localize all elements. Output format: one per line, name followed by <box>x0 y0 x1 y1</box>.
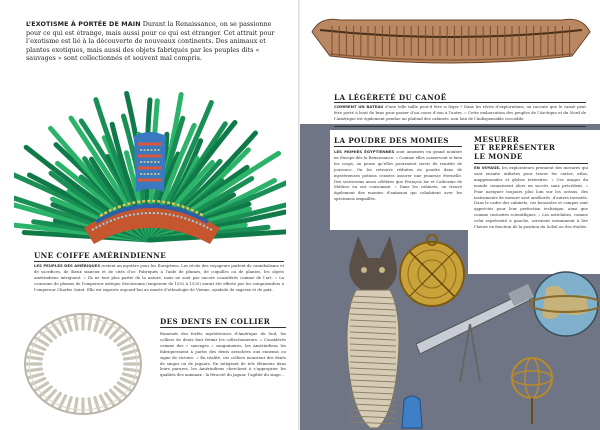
momies-lede: LES MOMIES ÉGYPTIENNES <box>334 149 395 154</box>
canoe-illustration <box>310 10 592 80</box>
intro-lead: L’EXOTISME À PORTÉE DE MAIN <box>26 20 141 28</box>
mesurer-title <box>474 136 555 161</box>
collier-text: Ramenés des forêts mystérieuses d’Amérique du Sud, les colliers de dents font frémir les collectionneurs. « Considérés comme des « sauvages » sanguinaires, les Amérindiens les fabriqueraient à partie des dents arrachées aux ennemis ou signe de victoire. » En réalité, ces colliers montrent des dents de singes ou de jaguars. En intégrant de tels éléments dans leurs parures, les Amérindiens cherchent à s’approprier les qualités des animaux : la férocité du jaguar, l’agilité du singe… <box>160 331 286 378</box>
intro-paragraph <box>26 20 288 63</box>
mesurer-text <box>474 165 588 230</box>
right-page <box>300 0 600 430</box>
canoe-body: d’une telle taille peut-il être si léger ? Dans les récits d’explorations, on raconte que le canoë peut être porté à bout de bras pour passer d’un cours d’eau à l’autre. « Cette embarcation des peuples de l’Arctique et du Nord de l’Amérique est également pendue au plafond des cabinets, non loin de l’indispensable crocodile. <box>334 104 586 121</box>
mesurer-body: les explorateurs prennent des mesures qui sont ensuite utilisées pour tracer les cartes, atlas, mappemondes et globes terrestres. « Ces usages du monde connaissent alors un succès sans précédent. » Pour naviguer toujours plus loin sur les océans, des instruments de mesure sont améliorés, d’autres inventés. Dans le cadre des cabinets, ces boussoles et compas sont appréciés pour leur perfection technique, ainsi que comme curiosités scientifiques. « Les astrolabes, comme celui représenté à gauche, servaient notamment à lire l’heure en fonction de la position du Soleil ou des étoiles. <box>474 165 588 230</box>
mesurer-title-line3: LE MONDE <box>474 151 523 161</box>
armillary-sphere-icon <box>512 358 552 424</box>
momies-rule <box>334 146 462 147</box>
momies-title: LA POUDRE DES MOMIES <box>334 136 449 145</box>
cat-mummy-icon <box>347 236 399 428</box>
teeth-necklace-illustration <box>10 302 156 426</box>
canoe-rule <box>334 102 586 103</box>
canoe-bottom-rule <box>334 126 586 127</box>
mesurer-lede: EN VOYAGE, <box>474 165 501 170</box>
mesurer-title-line1: MESURER <box>474 135 520 144</box>
mesurer-title-line2: ET REPRÉSENTER <box>474 143 556 153</box>
coiffe-body: restent un mystère pour les Européens. Les récits des voyageurs parlent de cannibalisme et de sacrifices, de dieux sinueux et de cités d’or. Fabriqués à l’aide de plumes, de coquilles ou de plantes, les objets amérindiens intriguent. « Ils ne font plus partie de la nature, mais ne sont pas encore considérés comme de l’art. » La couronne de plumes de l’empereur aztèque Moctezuma (empereur de 1502 à 1520) aurait été offerte par les conquistadors à l’empereur Charles Quint. Elle est exposée aujourd’hui au musée d’ethnologie de Vienne, symbole de sagesse et de paix. <box>34 263 285 292</box>
collier-rule <box>160 327 286 328</box>
canoe-title: LA LÉGÈRETÉ DU CANOË <box>334 93 447 102</box>
canoe-text <box>334 104 586 122</box>
coiffe-text <box>34 263 284 293</box>
momies-body: sont amenées en grand nombre en Europe dès la Renaissance. « Comme elles conservent si bien les corps, on pense qu’elles pourraient servir de remède de jouvence. On les retrouve réduites en poudre dans de mystérieuses potions censées assurer une jeunesse éternelle. Des souverains aussi célèbres que François Ier et Catherine de Médicis en ont consommé. » Dans les cabinets, on trouve également des momies d’animaux qui cohabitent avec les spécimens empaillés. <box>334 149 462 202</box>
curiosities-illustration <box>330 232 600 430</box>
intro-text: Durant la Renaissance, on se passionne pour ce qui est étrange, mais aussi pour ce qui est étranger. Cet attrait pour l’exotisme est lié à la découverte de nouveaux continents. Des animaux et plantes exotiques, mais aussi des objets fabriqués par les peuples dits « sauvages » sont collectionnés et souvent mal compris. <box>26 20 275 63</box>
feather-headdress-illustration <box>14 72 286 250</box>
canoe-lede: COMMENT UN BATEAU <box>334 104 384 109</box>
coiffe-rule <box>34 261 284 262</box>
blue-vase-icon <box>402 396 422 428</box>
coiffe-lede: LES PEUPLES DES AMÉRIQUES <box>34 263 101 268</box>
collier-title: DES DENTS EN COLLIER <box>160 317 271 326</box>
astrolabe-icon <box>400 235 464 306</box>
coiffe-title: UNE COIFFE AMÉRINDIENNE <box>34 251 167 260</box>
mesurer-rule <box>474 163 588 164</box>
momies-text <box>334 149 462 202</box>
globe-icon <box>530 272 600 336</box>
